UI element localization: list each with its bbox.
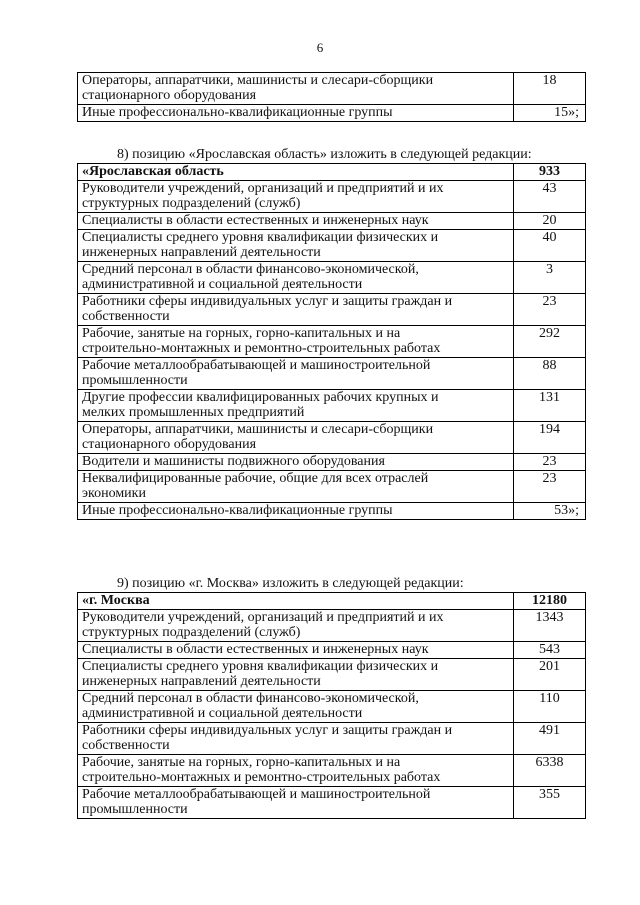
label-line: Работники сферы индивидуальных услуг и защиты граждан и xyxy=(82,723,453,738)
label-line: строительно-монтажных и ремонтно-строительных работах xyxy=(82,341,441,356)
label-line: инженерных направлений деятельности xyxy=(82,245,321,260)
group-label xyxy=(78,691,514,723)
table-row xyxy=(78,755,586,787)
group-value: 355 xyxy=(514,787,586,819)
group-value: 88 xyxy=(514,358,586,390)
label-line: структурных подразделений (служб) xyxy=(82,625,301,640)
group-label xyxy=(78,471,514,503)
moscow-table xyxy=(77,592,586,819)
table-row xyxy=(78,294,586,326)
label-line: Неквалифицированные рабочие, общие для всех отраслей xyxy=(82,471,429,486)
label-line: административной и социальной деятельности xyxy=(82,277,363,292)
label-line: «г. Москва xyxy=(82,593,150,608)
group-value: 18 xyxy=(514,73,586,105)
label-line: стационарного оборудования xyxy=(82,437,257,452)
table-row xyxy=(78,723,586,755)
group-label xyxy=(78,723,514,755)
group-label xyxy=(78,642,514,659)
section-8-intro: 8) позицию «Ярославская область» изложить в следующей редакции: xyxy=(117,147,532,162)
table-header-row xyxy=(78,593,586,610)
table-row xyxy=(78,691,586,723)
label-line: Рабочие, занятые на горных, горно-капитальных и на xyxy=(82,326,401,341)
group-value: 23 xyxy=(514,294,586,326)
group-label xyxy=(78,358,514,390)
table-row xyxy=(78,326,586,358)
region-total: 933 xyxy=(514,164,586,181)
group-value: 491 xyxy=(514,723,586,755)
label-line: Специалисты среднего уровня квалификации физических и xyxy=(82,659,439,674)
table-row xyxy=(78,105,586,122)
group-value: 3 xyxy=(514,262,586,294)
group-value: 40 xyxy=(514,230,586,262)
table-row xyxy=(78,503,586,520)
section-9-intro: 9) позицию «г. Москва» изложить в следующей редакции: xyxy=(117,576,464,591)
yaroslavl-table xyxy=(77,163,586,520)
label-line: структурных подразделений (служб) xyxy=(82,196,301,211)
page-number: 6 xyxy=(316,40,324,55)
table-row xyxy=(78,642,586,659)
table-row xyxy=(78,610,586,642)
group-label xyxy=(78,262,514,294)
label-line: собственности xyxy=(82,309,170,324)
label-line: Руководители учреждений, организаций и предприятий и их xyxy=(82,181,444,196)
table-row xyxy=(78,659,586,691)
table-header-row xyxy=(78,164,586,181)
group-value: 43 xyxy=(514,181,586,213)
label-line: Рабочие металлообрабатывающей и машиностроительной xyxy=(82,787,431,802)
group-value: 201 xyxy=(514,659,586,691)
label-line: Работники сферы индивидуальных услуг и защиты граждан и xyxy=(82,294,453,309)
table-row xyxy=(78,230,586,262)
group-value: 53»; xyxy=(514,503,586,520)
group-value: 23 xyxy=(514,471,586,503)
group-label xyxy=(78,213,514,230)
table-row xyxy=(78,213,586,230)
label-line: стационарного оборудования xyxy=(82,88,257,103)
group-label xyxy=(78,787,514,819)
table-row xyxy=(78,787,586,819)
group-label xyxy=(78,230,514,262)
group-label xyxy=(78,294,514,326)
label-line: Иные профессионально-квалификационные группы xyxy=(82,503,393,518)
label-line: Водители и машинисты подвижного оборудования xyxy=(82,454,385,469)
label-line: Рабочие, занятые на горных, горно-капитальных и на xyxy=(82,755,401,770)
label-line: строительно-монтажных и ремонтно-строительных работах xyxy=(82,770,441,785)
table-row xyxy=(78,454,586,471)
label-line: Операторы, аппаратчики, машинисты и слесари-сборщики xyxy=(82,73,434,88)
continuation-table xyxy=(77,72,586,122)
label-line: инженерных направлений деятельности xyxy=(82,674,321,689)
group-value: 6338 xyxy=(514,755,586,787)
group-value: 131 xyxy=(514,390,586,422)
group-label xyxy=(78,610,514,642)
table-row xyxy=(78,73,586,105)
label-line: Операторы, аппаратчики, машинисты и слесари-сборщики xyxy=(82,422,434,437)
table-row xyxy=(78,262,586,294)
group-label xyxy=(78,105,514,122)
table-row xyxy=(78,390,586,422)
group-value: 292 xyxy=(514,326,586,358)
group-label xyxy=(78,181,514,213)
region-total: 12180 xyxy=(514,593,586,610)
label-line: Другие профессии квалифицированных рабочих крупных и xyxy=(82,390,439,405)
group-label xyxy=(78,326,514,358)
label-line: Средний персонал в области финансово-экономической, xyxy=(82,691,419,706)
table-row xyxy=(78,358,586,390)
group-label xyxy=(78,73,514,105)
group-value: 23 xyxy=(514,454,586,471)
group-value: 20 xyxy=(514,213,586,230)
label-line: мелких промышленных предприятий xyxy=(82,405,305,420)
region-name xyxy=(78,164,514,181)
region-name xyxy=(78,593,514,610)
group-value: 1343 xyxy=(514,610,586,642)
label-line: промышленности xyxy=(82,373,188,388)
group-label xyxy=(78,755,514,787)
group-value: 194 xyxy=(514,422,586,454)
table-row xyxy=(78,181,586,213)
group-label xyxy=(78,454,514,471)
group-label xyxy=(78,390,514,422)
label-line: экономики xyxy=(82,486,146,501)
table-row xyxy=(78,422,586,454)
group-value: 15»; xyxy=(514,105,586,122)
group-value: 543 xyxy=(514,642,586,659)
label-line: промышленности xyxy=(82,802,188,817)
label-line: административной и социальной деятельности xyxy=(82,706,363,721)
label-line: Специалисты в области естественных и инженерных наук xyxy=(82,213,429,228)
group-value: 110 xyxy=(514,691,586,723)
group-label xyxy=(78,422,514,454)
group-label xyxy=(78,659,514,691)
label-line: Иные профессионально-квалификационные группы xyxy=(82,105,393,120)
label-line: Специалисты в области естественных и инженерных наук xyxy=(82,642,429,657)
label-line: собственности xyxy=(82,738,170,753)
label-line: Руководители учреждений, организаций и предприятий и их xyxy=(82,610,444,625)
label-line: Рабочие металлообрабатывающей и машиностроительной xyxy=(82,358,431,373)
label-line: Средний персонал в области финансово-экономической, xyxy=(82,262,419,277)
group-label xyxy=(78,503,514,520)
table-row xyxy=(78,471,586,503)
label-line: Специалисты среднего уровня квалификации физических и xyxy=(82,230,439,245)
label-line: «Ярославская область xyxy=(82,164,224,179)
